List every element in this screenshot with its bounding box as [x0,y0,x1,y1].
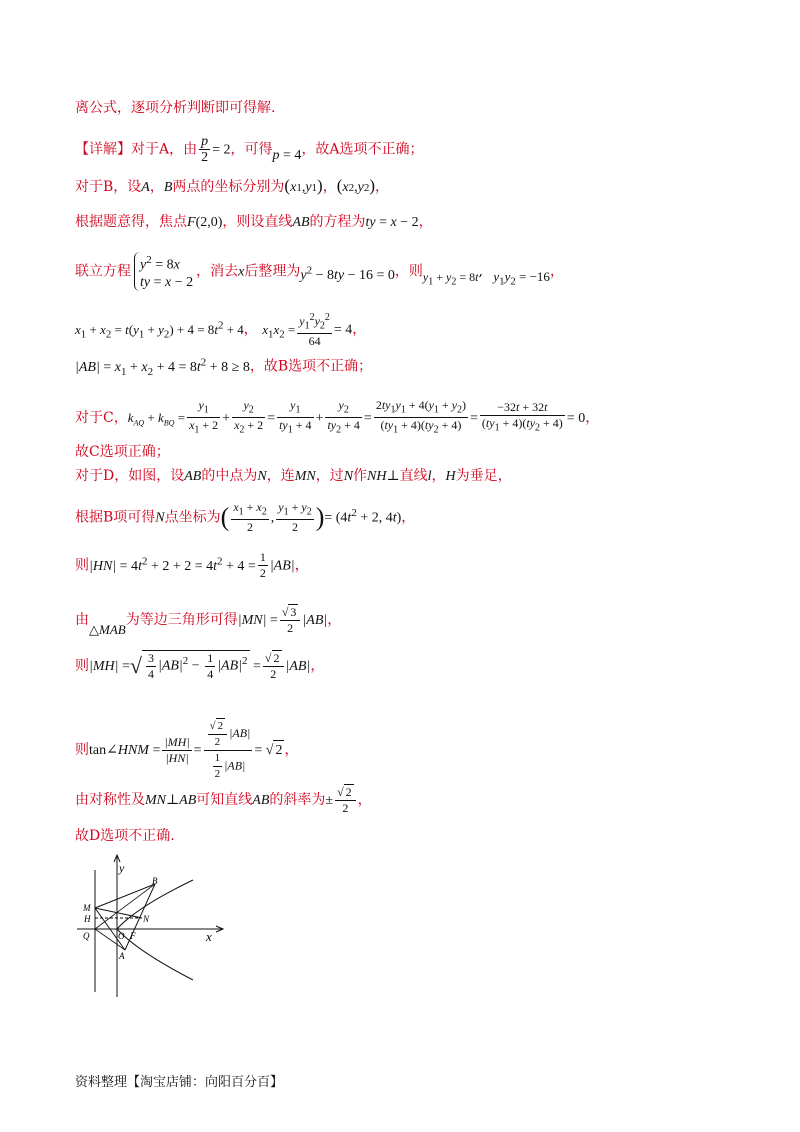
text-line-17: 故D选项不正确. [75,828,175,844]
text-line-9: 故C选项正确； [75,444,170,460]
text-line-14: 则|MH| =√ $\frac{3}{4}$ $|AB|^2$ − $\frac{1}{4}$ $|AB|^2$ = $\frac{√ 2}{2}$ |AB|， [75,651,325,681]
label-o: O [118,931,125,941]
label-f: F [130,931,136,941]
text-line-6: $x_1 + x_2 = t(y_1 + y_2) + 4 = 8t^2 + 4$， $x_1x_2$ = $\frac{y_1^2y_2^2}{64}$ = 4， [75,312,367,349]
text-line-11: 根据B项可得N点坐标为( $\frac{x_1 + x_2}{2}$ , $\frac{y_1 + y_2}{2}$ )= ($4t^2 + 2$, 4t)， [75,500,416,535]
text-line-8: 对于C，$k_{AQ} + k_{BQ}$ = $\frac{y_1}{x_1 + 2}$ + $\frac{y_2}{x_2 + 2}$ = $\frac{y_1}{ty_1 + 4}$ + $\frac{y_2}{ty_2 + 4}$ = $\frac{2ty_1y_1 + 4(y_1 + y_2)}{(ty_1 + 4)(ty_2 + 4)}$ = $\frac{-32t + 32t}{(ty_1 + 4)(ty_2 + 4)}$ = 0， [75,398,600,436]
text-line-16: 由对称性及MN⊥AB可知直线AB的斜率为± $\frac{√ 2}{2}$ ， [75,785,372,815]
label-n: N [143,914,150,924]
parabola-figure [75,852,235,1002]
label-b: B [152,876,158,886]
text-line-4: 根据题意得，焦点F(2,0)，则设直线AB的方程为ty = x − 2， [75,214,433,230]
label-y: y [119,861,125,875]
text-line-1: 离公式，逐项分析判断即可得解. [75,100,276,116]
label-m: M [83,903,91,913]
text-line-10: 对于D，如图，设AB的中点为N，连MN，过N作NH⊥直线l，H为垂足， [75,468,512,484]
text-line-13: 由△MAB为等边三角形可得|MN| = $\frac{√ 3}{2}$ |AB|， [75,605,342,637]
footer-text: 资料整理【淘宝店铺：向阳百分百】 [75,1075,284,1090]
label-a: A [119,951,125,961]
label-h: H [84,914,91,924]
label-q: Q [83,931,90,941]
equation-system: $y^2 = 8x$ ty = x − 2 [134,252,193,291]
label-x: x [206,929,212,944]
text-line-7: $|AB| = x_1 + x_2 + 4 = 8t^2 + 8 \ge 8$，故B选项不正确； [75,356,373,378]
text-line-5: 联立方程 $y^2 = 8x$ ty = x − 2 ，消去x后整理为$y^2 - 8ty - 16 = 0$，则$y_1 + y_2 = 8t$, $y_1y_2 = -16$， [75,254,564,290]
detail-tag: 【详解】 [75,141,131,158]
text-line-12: 则$|HN| = 4t^2 + 2 + 2 = 4t^2 + 4$ = $\frac{1}{2}$ |AB|， [75,550,309,580]
fraction-p-over-2: $\frac{p}{2}$ [201,134,209,165]
text-line-3: 对于B，设A，B两点的坐标分别为(x1,y1)，(x2,y2)， [75,176,389,195]
text-line-2: 【详解】对于A，由 $\frac{p}{2}$ = 2，可得p = 4，故A选项不正确； [75,134,424,165]
text-line-15: 则tan∠HNM = $\frac{|MH|}{|HN|}$ = $\frac{√ 2}{2}$ |AB| $\frac{1}{2}$ |AB| = √ 2 ， [75,720,299,780]
